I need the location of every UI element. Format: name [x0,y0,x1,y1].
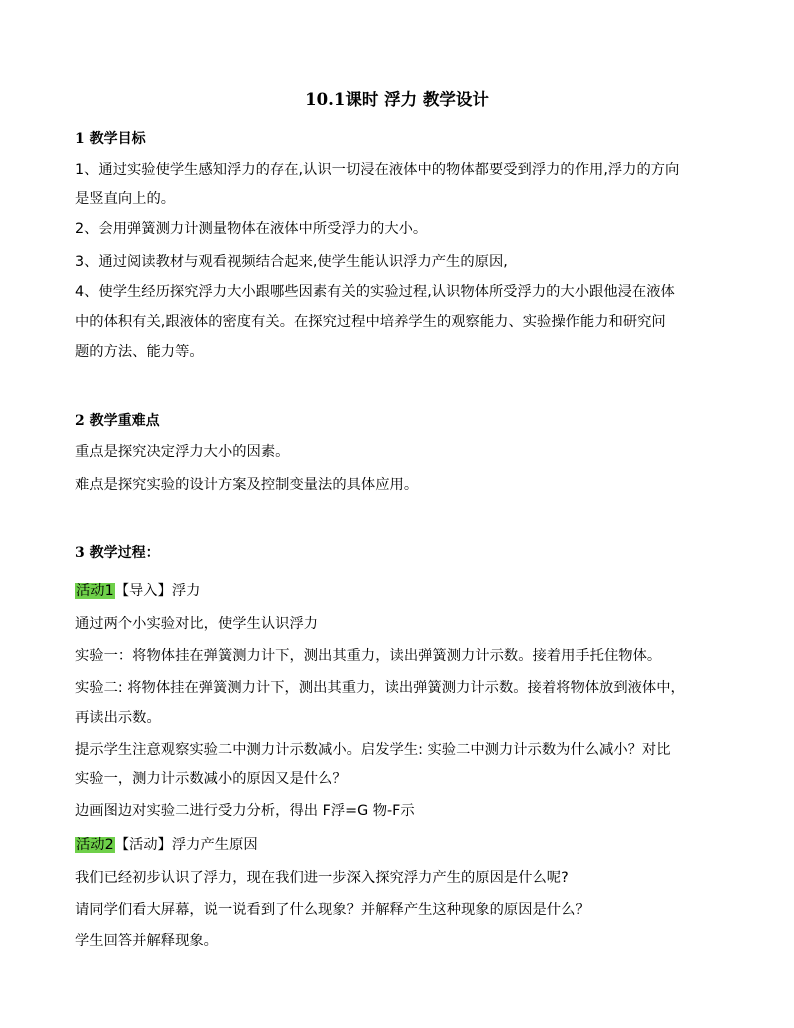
paragraph-line: 题的方法、能力等。 [75,344,204,360]
paragraph-line: 边画图边对实验二进行受力分析，得出 F浮=G 物-F示 [75,803,415,819]
activity-tag: 活动 [76,583,105,599]
paragraph-line: 学生回答并解释现象。 [75,933,218,949]
section-heading-key-points: 2 教学重难点 [75,413,160,429]
activity-number: 2 [104,837,114,853]
paragraph-line: 3、通过阅读教材与观看视频结合起来,使学生能认识浮力产生的原因, [75,254,508,270]
page-title: 10.1课时 浮力 教学设计 [305,90,489,109]
paragraph-line: 2、会用弹簧测力计测量物体在液体中所受浮力的大小。 [75,221,428,237]
activity-2-header [75,835,258,855]
activity-1-header [75,581,200,601]
paragraph-line: 4、使学生经历探究浮力大小跟哪些因素有关的实验过程,认识物体所受浮力的大小跟他浸在液体 [75,284,675,300]
section-heading-process: 3 教学过程： [75,545,160,561]
paragraph-line: 难点是探究实验的设计方案及控制变量法的具体应用。 [75,477,419,493]
activity-label: 【导入】浮力 [114,583,201,599]
activity-highlight [75,583,115,599]
section-heading-objectives: 1 教学目标 [75,131,146,147]
paragraph-line: 1、通过实验使学生感知浮力的存在,认识一切浸在液体中的物体都要受到浮力的作用,浮力的方向 [75,162,680,178]
activity-label: 【活动】浮力产生原因 [114,837,258,853]
activity-number: 1 [104,583,114,599]
paragraph-line: 是竖直向上的。 [75,191,176,207]
paragraph-line: 我们已经初步认识了浮力，现在我们进一步深入探究浮力产生的原因是什么呢? [75,870,569,886]
paragraph-line: 提示学生注意观察实验二中测力计示数减小。启发学生: 实验二中测力计示数为什么减小？对比 [75,742,671,758]
activity-highlight [75,837,115,853]
paragraph-line: 请同学们看大屏幕，说一说看到了什么现象？并解释产生这种现象的原因是什么？ [75,902,590,918]
paragraph-line: 通过两个小实验对比，使学生认识浮力 [75,616,319,632]
paragraph-line: 再读出示数。 [75,710,161,726]
activity-tag: 活动 [76,837,105,853]
paragraph-line: 实验二: 将物体挂在弹簧测力计下，测出其重力，读出弹簧测力计示数。接着将物体放到液体中， [75,680,685,696]
paragraph-line: 重点是探究决定浮力大小的因素。 [75,444,290,460]
paragraph-line: 实验一，测力计示数减小的原因又是什么？ [75,771,347,787]
paragraph-line: 中的体积有关,跟液体的密度有关。在探究过程中培养学生的观察能力、实验操作能力和研究问 [75,314,666,330]
paragraph-line: 实验一：将物体挂在弹簧测力计下，测出其重力，读出弹簧测力计示数。接着用手托住物体。 [75,648,662,664]
